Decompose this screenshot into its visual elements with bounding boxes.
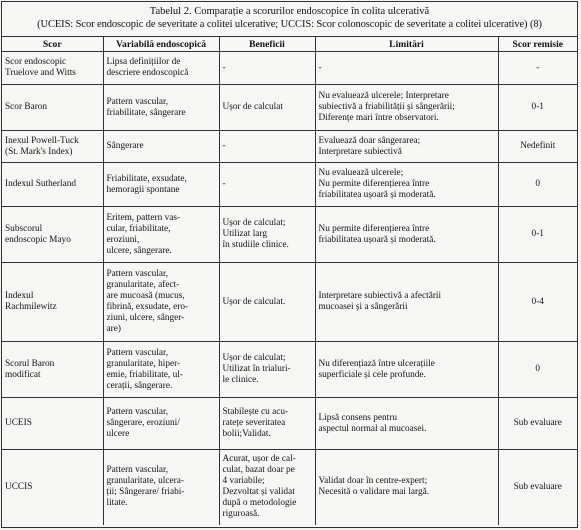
- cell-limitari: Nu evaluează ulcerele; Nu permite diferențierea între friabilitatea ușoară și moderată.: [315, 163, 498, 207]
- cell-limitari: Nu diferențiază între ulcerațiile superficiale și cele profunde.: [315, 342, 498, 398]
- cell-limitari: Validat doar în centre-expert; Necesită o validare mai largă.: [315, 450, 498, 525]
- cell-variabila: Sângerare: [103, 131, 219, 163]
- cell-scor: UCCIS: [2, 450, 103, 525]
- header-cell-scor: Scor: [2, 37, 103, 52]
- cell-remisie: 0-4: [498, 263, 577, 342]
- cell-remisie: Sub evaluare: [498, 450, 577, 525]
- cell-scor: Subscorul endoscopic Mayo: [2, 207, 103, 263]
- cell-scor: Indexul Rachmilewitz: [2, 263, 103, 342]
- cell-remisie: 0-1: [498, 85, 577, 131]
- comparison-table: [2, 37, 577, 525]
- table-row: [2, 207, 577, 263]
- cell-beneficii: -: [219, 52, 315, 85]
- table-row: [2, 52, 577, 85]
- header-cell-variabila: Variabilă endoscopică: [103, 37, 219, 52]
- cell-limitari: -: [315, 52, 498, 85]
- cell-variabila: Eritem, pattern vas- cular, friabilitate, eroziuni, ulcere, sângerare.: [103, 207, 219, 263]
- cell-beneficii: Ușor de calculat; Utilizat în trialuri- le clinice.: [219, 342, 315, 398]
- cell-limitari: Interpretare subiectivă a afectării mucoasei și a sângerării: [315, 263, 498, 342]
- cell-remisie: -: [498, 52, 577, 85]
- cell-remisie: Nedefinit: [498, 131, 577, 163]
- table-row: [2, 342, 577, 398]
- cell-limitari: Evaluează doar sângerarea; Interpretare subiectivă: [315, 131, 498, 163]
- cell-limitari: Nu permite diferențierea între friabilitatea ușoară și moderată.: [315, 207, 498, 263]
- cell-beneficii: Stabilește cu acu- ratețe severitatea bolii;Validat.: [219, 398, 315, 450]
- cell-variabila: Lipsa definițiilor de descriere endoscopică: [103, 52, 219, 85]
- header-row: [2, 37, 577, 52]
- cell-beneficii: Ușor de calculat.: [219, 263, 315, 342]
- cell-variabila: Friabilitate, exsudate, hemoragii spontane: [103, 163, 219, 207]
- cell-remisie: 0-1: [498, 207, 577, 263]
- cell-scor: Indexul Sutherland: [2, 163, 103, 207]
- cell-beneficii: Ușor de calculat; Utilizat larg în studiile clinice.: [219, 207, 315, 263]
- header-cell-beneficii: Beneficii: [219, 37, 315, 52]
- header-cell-limitari: Limitări: [315, 37, 498, 52]
- cell-remisie: 0: [498, 163, 577, 207]
- cell-scor: UCEIS: [2, 398, 103, 450]
- table-caption: [2, 2, 577, 37]
- cell-scor: Scor Baron: [2, 85, 103, 131]
- cell-remisie: Sub evaluare: [498, 398, 577, 450]
- header-cell-remisie: Scor remisie: [498, 37, 577, 52]
- cell-beneficii: Acurat, ușor de cal- culat, bazat doar pe 4 variabile; Dezvoltat și validat după o metodologie riguroasă.: [219, 450, 315, 525]
- cell-beneficii: -: [219, 163, 315, 207]
- cell-beneficii: Ușor de calculat: [219, 85, 315, 131]
- cell-limitari: Lipsă consens pentru aspectul normal al mucoasei.: [315, 398, 498, 450]
- cell-limitari: Nu evaluează ulcerele; Interpretare subiectivă a friabilității și sângerării; Diferențe mari între observatori.: [315, 85, 498, 131]
- cell-remisie: 0: [498, 342, 577, 398]
- cell-variabila: Pattern vascular, granularitate, hiper- emie, friabilitate, ul- cerații, sângerare.: [103, 342, 219, 398]
- cell-variabila: Pattern vascular, sângerare, eroziuni/ ulcere: [103, 398, 219, 450]
- caption-abbreviations: (UCEIS: Scor endoscopic de severitate a colitei ulcerative; UCCIS: Scor colonoscopic de severitate a colitei ulcerative) (8): [37, 19, 542, 30]
- cell-beneficii: -: [219, 131, 315, 163]
- cell-variabila: Pattern vascular, granularitate, afect- are mucoasă (mucus, fibrină, exsudate, ero- ziuni, ulcere, sânger- are): [103, 263, 219, 342]
- cell-variabila: Pattern vascular, granularitate, ulcera- ții; Sângerare/ friabi- litate.: [103, 450, 219, 525]
- table-row: [2, 450, 577, 525]
- table-figure: [1, 1, 578, 528]
- caption-title: Tabelul 2. Comparație a scorurilor endoscopice în colita ulcerativă: [149, 6, 430, 17]
- cell-scor: Inexul Powell-Tuck (St. Mark's Index): [2, 131, 103, 163]
- table-row: [2, 131, 577, 163]
- cell-scor: Scorul Baron modificat: [2, 342, 103, 398]
- table-row: [2, 163, 577, 207]
- table-row: [2, 398, 577, 450]
- cell-variabila: Pattern vascular, friabilitate, sângerare: [103, 85, 219, 131]
- table-row: [2, 263, 577, 342]
- table-row: [2, 85, 577, 131]
- cell-scor: Scor endoscopic Truelove and Witts: [2, 52, 103, 85]
